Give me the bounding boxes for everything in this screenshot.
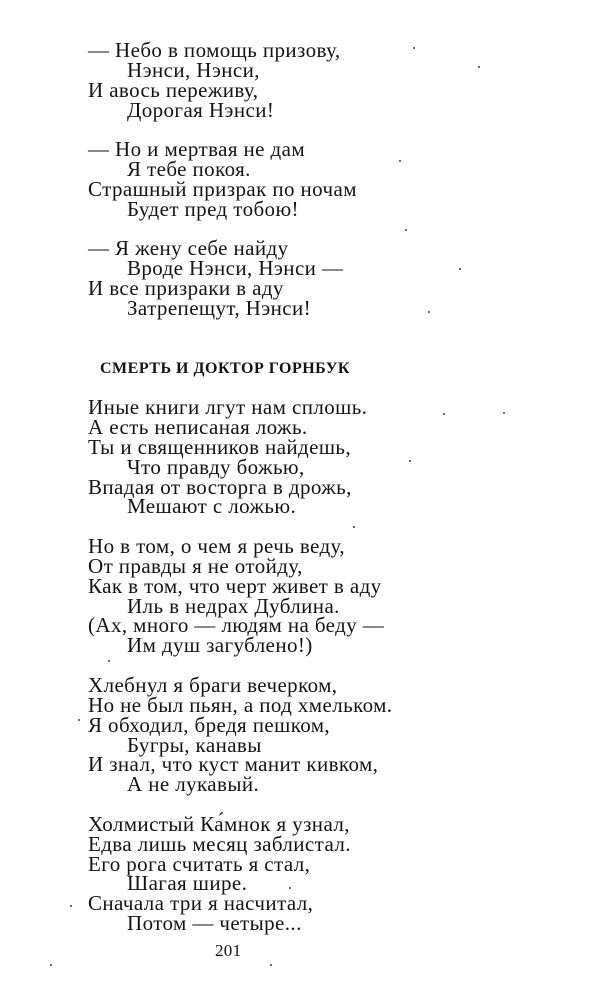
scan-speck xyxy=(428,311,430,313)
scan-speck xyxy=(413,47,415,49)
stanza xyxy=(88,673,568,815)
verse-line: Что правду божью, xyxy=(127,454,305,479)
scan-speck xyxy=(70,905,72,907)
scan-speck xyxy=(50,964,52,966)
scan-speck xyxy=(108,660,110,662)
verse-line: Бугры, канавы xyxy=(127,732,262,757)
verse-line: Сначала три я насчитал, xyxy=(88,891,314,916)
stanza xyxy=(88,395,568,537)
verse-line: Будет пред тобою! xyxy=(127,196,299,221)
verse-line: Я тебе покоя. xyxy=(127,157,251,182)
verse-line: Ты и священников найдешь, xyxy=(88,434,352,459)
poem-title xyxy=(88,339,568,399)
scan-speck xyxy=(409,460,411,462)
verse-line: Но не был пьян, а под хмельком. xyxy=(88,692,393,717)
scan-speck xyxy=(459,268,461,270)
stanza xyxy=(88,137,568,239)
stanza xyxy=(88,38,568,140)
verse-line: (Ах, много — людям на беду — xyxy=(88,613,385,638)
verse-line: Хлебнул я браги вечерком, xyxy=(88,673,338,697)
scan-speck xyxy=(399,160,401,162)
verse-line: Страшный призрак по ночам xyxy=(88,176,357,201)
verse-line: Потом — четыре... xyxy=(127,911,302,936)
page-text xyxy=(88,38,568,954)
scan-speck xyxy=(353,526,355,528)
verse-line: Иль в недрах Дублина. xyxy=(127,593,340,618)
page-number: 201 xyxy=(215,941,242,960)
verse-line: Вроде Нэнси, Нэнси — xyxy=(127,256,344,281)
scan-speck xyxy=(443,413,445,415)
verse-line: Его рога считать я стал, xyxy=(88,851,311,876)
scan-speck xyxy=(270,964,272,966)
verse-line: — Небо в помощь призову, xyxy=(88,38,341,62)
scan-speck xyxy=(78,719,80,721)
verse-line: От правды я не отойду, xyxy=(88,553,303,578)
verse-line: — Я жену себе найду xyxy=(88,236,289,261)
verse-line: Холмистый Ка́мнок я узнал, xyxy=(88,811,350,836)
poem-title-text: СМЕРТЬ И ДОКТОР ГОРНБУК xyxy=(100,359,351,377)
verse-line: А не лукавый. xyxy=(127,772,260,797)
scan-speck xyxy=(478,66,480,68)
verse-line: И авось переживу, xyxy=(88,77,259,102)
verse-line: Впадая от восторга в дрожь, xyxy=(88,474,352,499)
verse-line: Затрепещут, Нэнси! xyxy=(127,295,312,320)
verse-line: — Но и мертвая не дам xyxy=(88,137,306,162)
verse-line: Иные книги лгут нам сплошь. xyxy=(88,395,368,420)
stanza xyxy=(88,811,568,954)
verse-line: Им душ загублено!) xyxy=(127,633,313,658)
verse-line: И знал, что куст манит кивком, xyxy=(88,752,379,777)
verse-line: А есть неписаная ложь. xyxy=(88,415,308,440)
verse-line: И все призраки в аду xyxy=(88,276,284,301)
poem-nancy-ending xyxy=(88,38,568,339)
scan-speck xyxy=(503,412,505,414)
poem-death-and-doctor-hornbook xyxy=(88,339,568,954)
verse-line: Едва лишь месяц заблистал. xyxy=(88,831,351,856)
stanza xyxy=(88,236,568,338)
stanza xyxy=(88,534,568,676)
verse-line: Как в том, что черт живет в аду xyxy=(88,573,382,598)
verse-line: Шагая шире. xyxy=(127,871,248,896)
scan-speck xyxy=(289,887,291,889)
verse-line: Нэнси, Нэнси, xyxy=(127,57,260,82)
verse-line: Мешают с ложью. xyxy=(127,494,297,519)
verse-line: Но в том, о чем я речь веду, xyxy=(88,534,346,559)
verse-line: Я обходил, бредя пешком, xyxy=(88,712,331,737)
verse-line: Дорогая Нэнси! xyxy=(127,97,275,122)
scan-speck xyxy=(405,229,407,231)
